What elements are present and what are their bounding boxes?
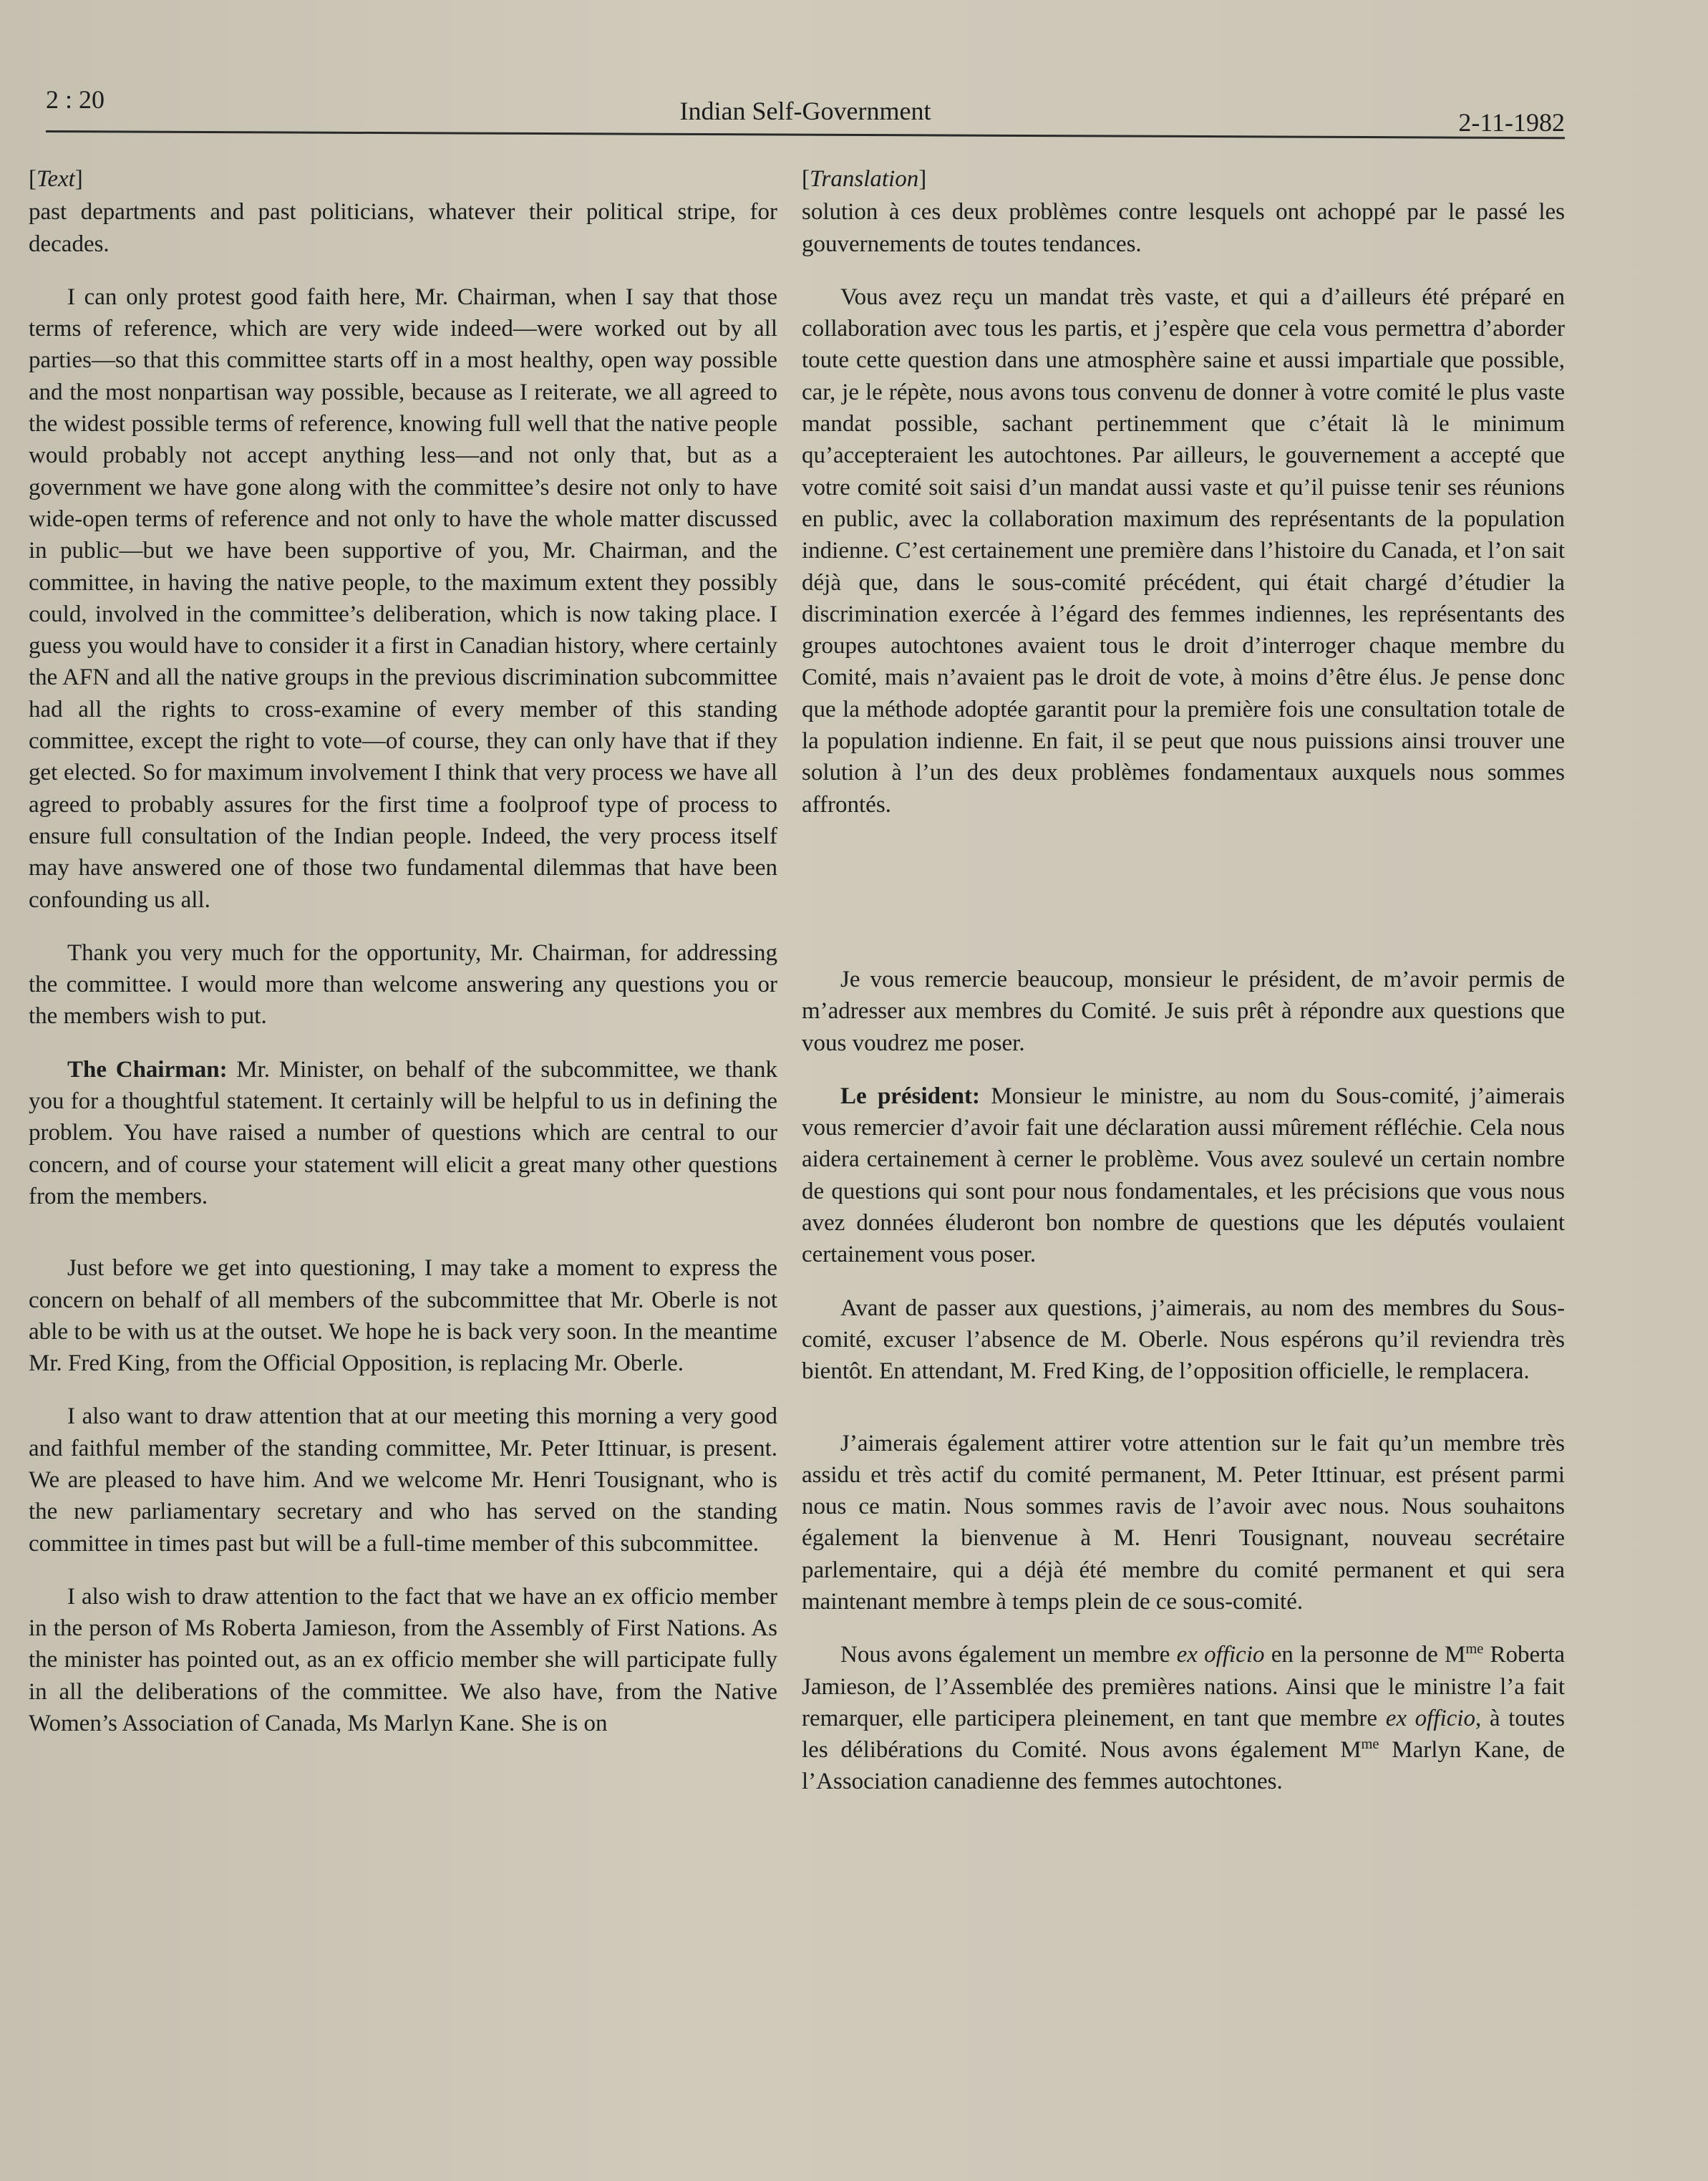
speaker-name: The Chairman: <box>67 1056 228 1083</box>
page-number: 2 : 20 <box>46 85 105 114</box>
paragraph: I also want to draw attention that at our meeting this morning a very good and faithful member of the standing committee, Mr. Peter Ittinuar, is present. We are pleased to have him. And we welcome Mr. Henri Tousignant, who is the new parliamentary secretary and who has served on the standing committee in times past but will be a full-time member of this subcommittee. <box>29 1403 777 1557</box>
french-column <box>802 163 1565 1798</box>
running-title: Indian Self-Government <box>679 97 931 125</box>
paragraph: Avant de passer aux questions, j’aimerais, au nom des membres du Sous-comité, excuser l’absence de M. Oberle. Nous espérons qu’il reviendra très bientôt. En attendant, M. Fred King, de l’opposition officielle, le remplacera. <box>802 1295 1565 1385</box>
paragraph: Vous avez reçu un mandat très vaste, et qui a d’ailleurs été préparé en collaboration avec tous les partis, et j’espère que cela vous permettra d’aborder toute cette question dans une atmosphère saine et aussi impartiale que possible, car, je le répète, nous avons tous convenu de donner à votre comité le plus vaste mandat possible, sachant pertinemment que c’était là le minimum qu’accepteraient les autochtones. Par ailleurs, le gouvernement a accepté que votre comité soit saisi d’un mandat aussi vaste et qu’il puisse tenir ses réunions en public, avec la collaboration maximum des représentants de la population indienne. C’est certainement une première dans l’histoire du Canada, et l’on sait déjà que, dans le sous-comité précédent, qui était chargé d’étudier la discrimination exercée à l’égard des femmes indiennes, les représentants des groupes autochtones avaient tous le droit d’interroger chaque membre du Comité, mais n’avaient pas le droit de vote, à moins d’être élus. Je pense donc que la méthode adoptée garantit pour la première fois une consultation totale de la population indienne. En fait, il se peut que nous puissions ainsi trouver une solution à l’un des deux problèmes fondamentaux auxquels nous sommes affrontés. <box>802 284 1565 818</box>
translation-label: [Translation] <box>802 166 927 192</box>
paragraph: I can only protest good faith here, Mr. Chairman, when I say that those terms of reference, which are very wide indeed—were worked out by all parties—so that this committee starts off in a most healthy, open way possible and the most nonpartisan way possible, because as I reiterate, we all agreed to the widest possible terms of reference, knowing full well that the native people would probably not accept anything less—and not only that, but as a government we have gone along with the committee’s desire not only to have wide-open terms of reference and not only to have the whole matter discussed in public—but we have been supportive of you, Mr. Chairman, and the committee, in having the native people, to the maximum extent they possibly could, involved in the committee’s deliberation, which is now taking place. I guess you would have to consider it a first in Canadian history, where certainly the AFN and all the native groups in the previous discrimination subcommittee had all the rights to cross-examine of every member of this standing committee, except the right to vote—of course, they can only have that if they get elected. So for maximum involvement I think that very process we have all agreed to probably assures for the first time a foolproof type of process to ensure full consultation of the Indian people. Indeed, the very process itself may have answered one of those two fundamental dilemmas that have been confounding us all. <box>29 284 777 913</box>
header-date: 2-11-1982 <box>1458 108 1565 137</box>
paragraph: J’aimerais également attirer votre attention sur le fait qu’un membre très assidu et très actif du comité permanent, M. Peter Ittinuar, est présent parmi nous ce matin. Nous sommes ravis de l’avoir avec nous. Nous souhaitons également la bienvenue à M. Henri Tousignant, nouveau secrétaire parlementaire, qui a déjà été membre du comité permanent et qui sera maintenant membre à temps plein de ce sous-comité. <box>802 1430 1565 1615</box>
paragraph: Je vous remercie beaucoup, monsieur le président, de m’avoir permis de m’adresser aux membres du Comité. Je suis prêt à répondre aux questions que vous voudrez me poser. <box>802 966 1565 1056</box>
paragraph: Thank you very much for the opportunity, Mr. Chairman, for addressing the committee. I would more than welcome answering any questions you or the members wish to put. <box>29 939 777 1030</box>
paragraph: Le président: Monsieur le ministre, au nom du Sous-comité, j’aimerais vous remercier d’avoir fait une déclaration aussi mûrement réfléchie. Cela nous aidera certainement à cerner le problème. Vous avez soulevé un certain nombre de questions qui sont pour nous fondamentales, et les précisions que vous nous avez données éluderont bon nombre de questions que les députés voulaient certainement vous poser. <box>802 1083 1565 1268</box>
paragraph: I also wish to draw attention to the fact that we have an ex officio member in the person of Ms Roberta Jamieson, from the Assembly of First Nations. As the minister has pointed out, as an ex officio member she will participate fully in all the deliberations of the committee. We also have, from the Native Women’s Association of Canada, Ms Marlyn Kane. She is on <box>29 1583 777 1737</box>
text-label: [Text] <box>29 166 83 192</box>
english-column <box>29 163 777 1739</box>
paragraph: solution à ces deux problèmes contre lesquels ont achoppé par le passé les gouvernements de toutes tendances. <box>802 199 1565 257</box>
paragraph: The Chairman: Mr. Minister, on behalf of the subcommittee, we thank you for a thoughtful statement. It certainly will be helpful to us in defining the problem. You have raised a number of questions which are central to our concern, and of course your statement will elicit a great many other questions from the members. <box>29 1056 778 1209</box>
speaker-name: Le président: <box>840 1083 980 1109</box>
paragraph: Nous avons également un membre ex officio en la personne de $M^{me}$ Roberta Jamieson, de l’Assemblée des premières nations. Ainsi que le ministre l’a fait remarquer, elle participera pleinement, en tant que membre ex officio, à toutes les délibérations du Comité. Nous avons également $M^{me}$ Marlyn Kane, de l’Association canadienne des femmes autochtones. <box>802 1641 1566 1795</box>
page-header <box>46 84 1565 135</box>
paragraph: Just before we get into questioning, I may take a moment to express the concern on behalf of all members of the subcommittee that Mr. Oberle is not able to be with us at the outset. We hope he is back very soon. In the meantime Mr. Fred King, from the Official Opposition, is replacing Mr. Oberle. <box>29 1255 777 1377</box>
paragraph: past departments and past politicians, whatever their political stripe, for decades. <box>29 199 777 257</box>
